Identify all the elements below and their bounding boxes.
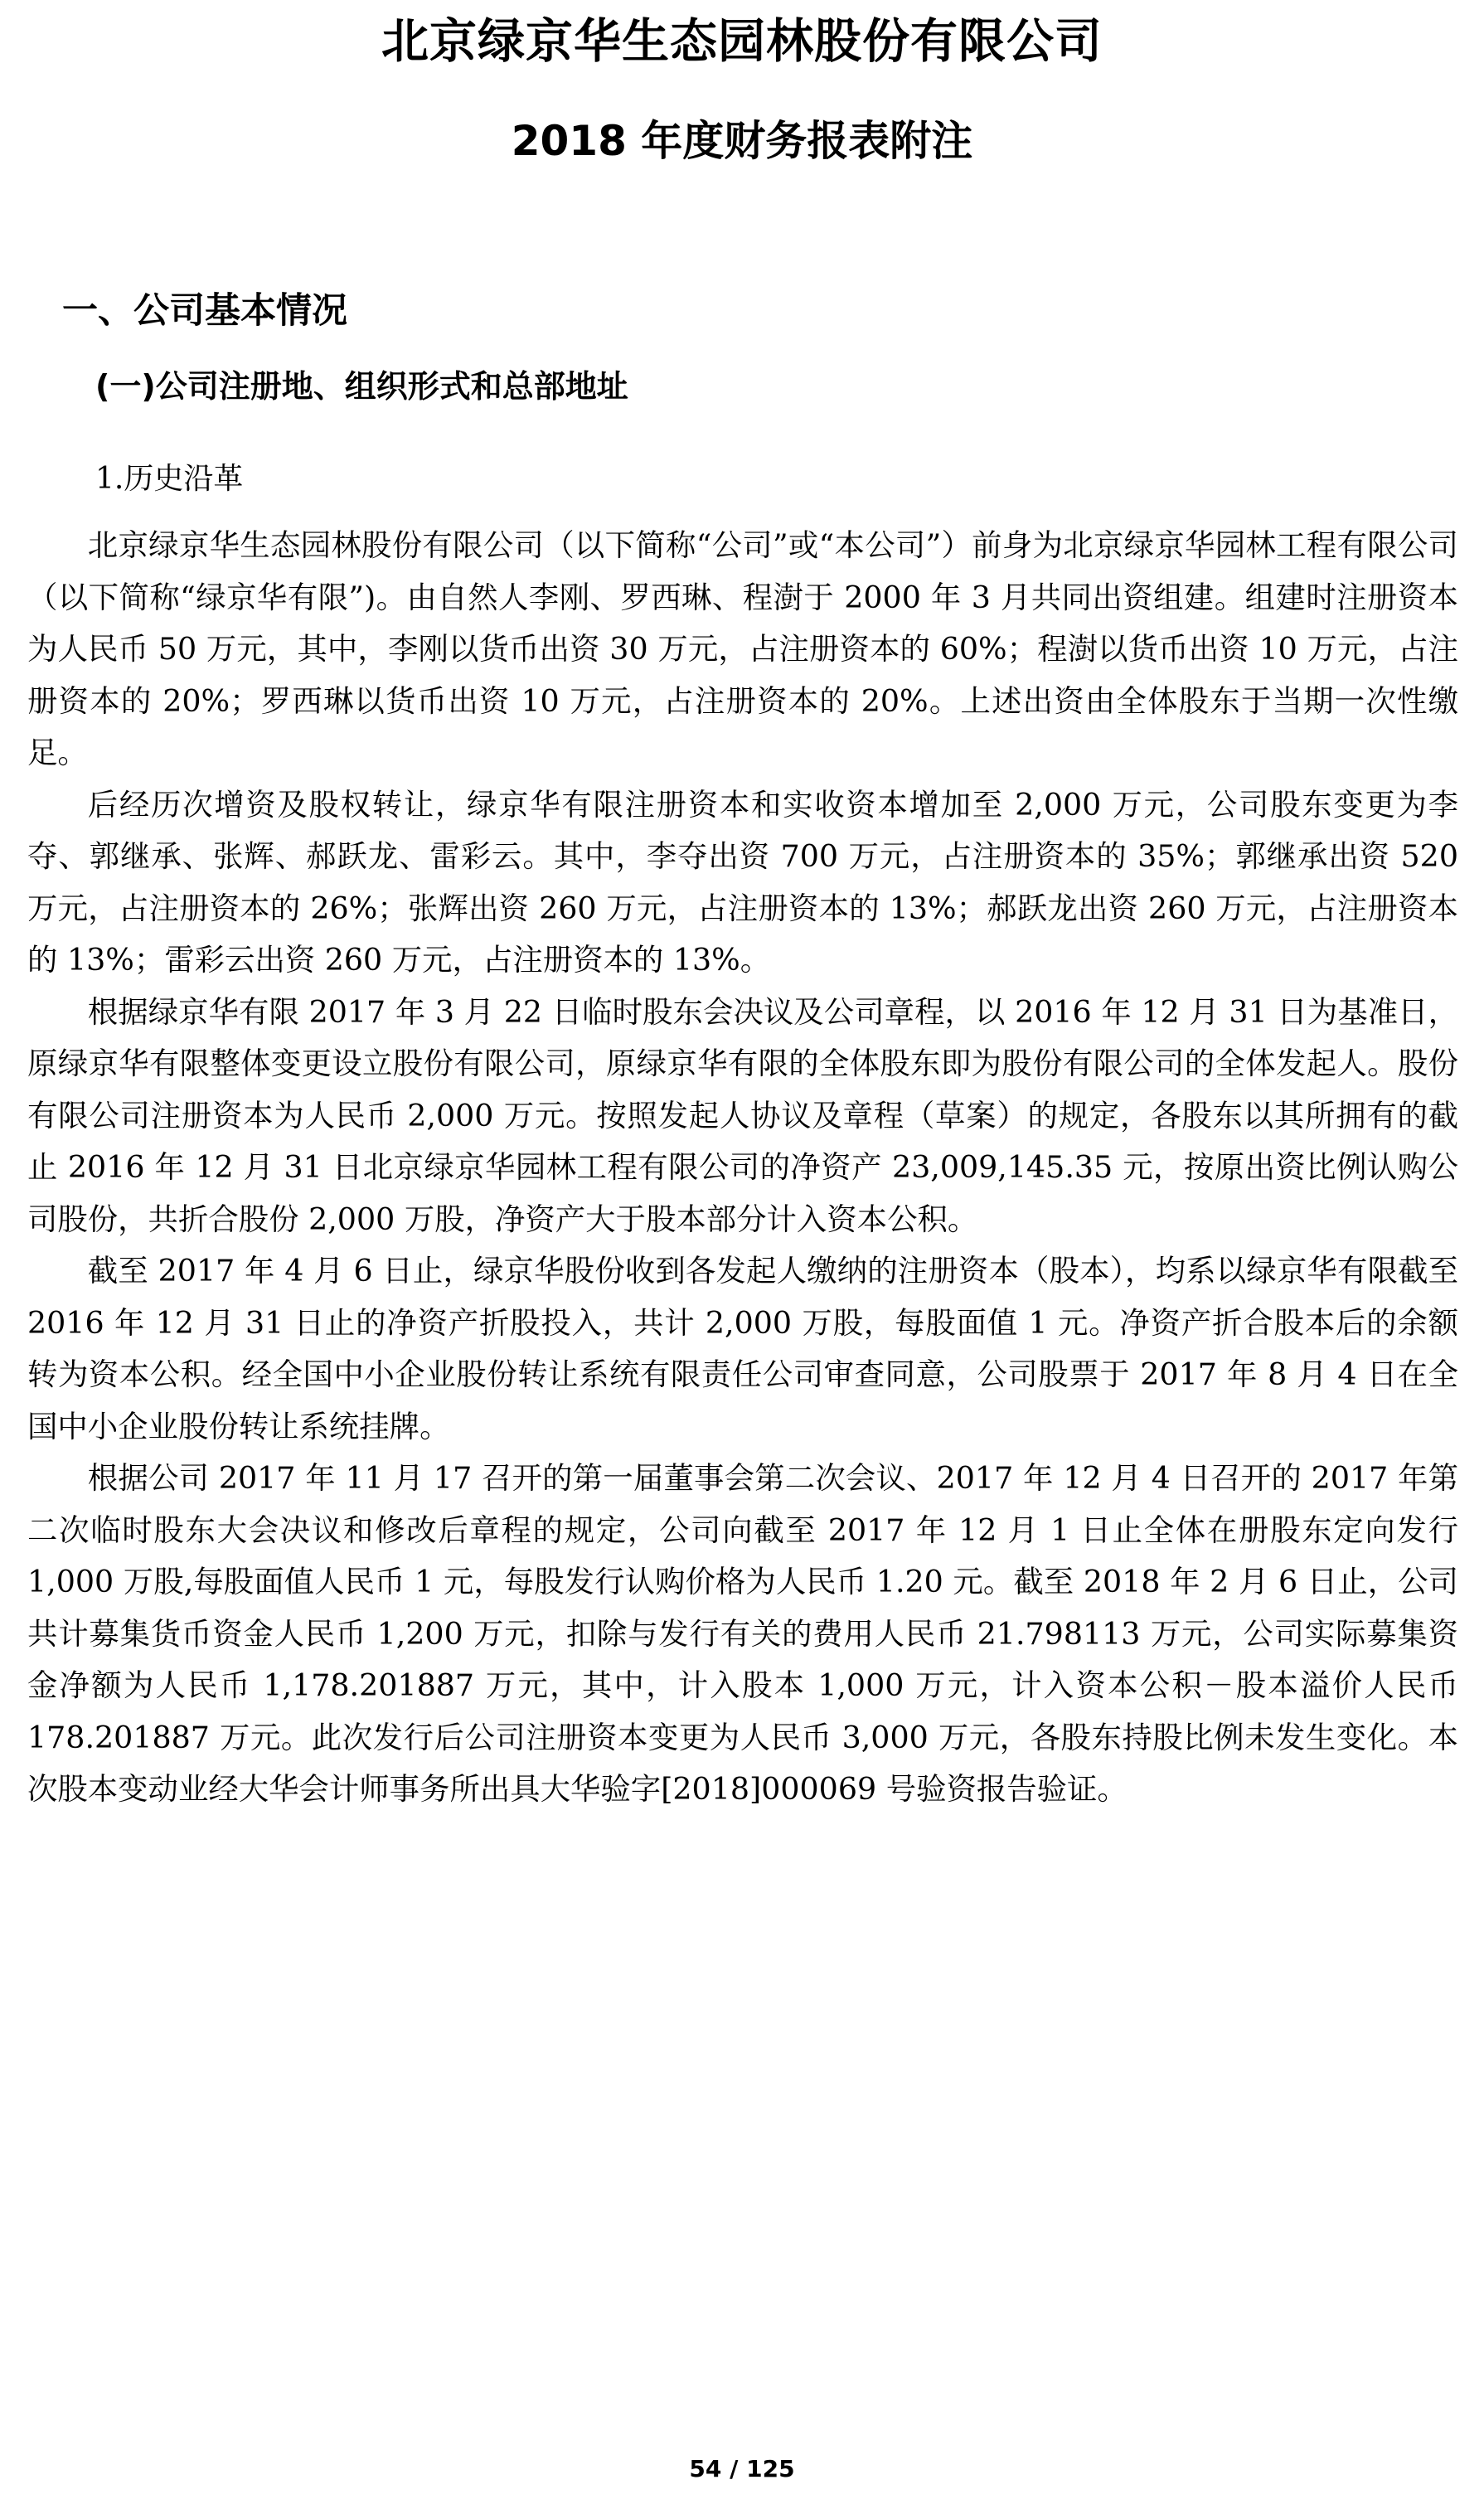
paragraph-company-history: 北京绿京华生态园林股份有限公司（以下简称“公司”或“本公司”）前身为北京绿京华园林工程有限公司（以下简称“绿京华有限”)。由自然人李刚、罗西琳、程澍于 2000 年 3 月共同出资组建。组建时注册资本为人民币 50 万元，其中，李刚以货币出资 30 万元，占注册资本的 60%；程澍以货币出资 10 万元，占注册资本的 20%；罗西琳以货币出资 10 万元，占注册资本的 20%。上述出资由全体股东于当期一次性缴足。 bbox=[27, 527, 1458, 770]
body-text bbox=[27, 520, 1458, 1816]
item-heading: 1.历史沿革 bbox=[95, 462, 244, 496]
paragraph-private-placement: 根据公司 2017 年 11 月 17 召开的第一届董事会第二次会议、2017 年 12 月 4 日召开的 2017 年第二次临时股东大会决议和修改后章程的规定，公司向截至 2017 年 12 月 1 日止全体在册股东定向发行 1,000 万股,每股面值人民币 1 元，每股发行认购价格为人民币 1.20 元。截至 2018 年 2 月 6 日止，公司共计募集货币资金人民币 1,200 万元，扣除与发行有关的费用人民币 21.798113 万元，公司实际募集资金净额为人民币 1,178.201887 万元，其中，计入股本 1,000 万元，计入资本公积－股本溢价人民币 178.201887 万元。此次发行后公司注册资本变更为人民币 3,000 万元，各股东持股比例未发生变化。本次股本变动业经大华会计师事务所出具大华验字[2018]000069 号验资报告验证。 bbox=[27, 1460, 1458, 1807]
document-subtitle: 2018 年度财务报表附注 bbox=[511, 117, 973, 165]
paragraph-share-conversion: 根据绿京华有限 2017 年 3 月 22 日临时股东会决议及公司章程，以 2016 年 12 月 31 日为基准日，原绿京华有限整体变更设立股份有限公司，原绿京华有限的全体股东即为股份有限公司的全体发起人。股份有限公司注册资本为人民币 2,000 万元。按照发起人协议及章程（草案）的规定，各股东以其所拥有的截止 2016 年 12 月 31 日北京绿京华园林工程有限公司的净资产 23,009,145.35 元，按原出资比例认购公司股份，共折合股份 2,000 万股，净资产大于股本部分计入资本公积。 bbox=[27, 993, 1458, 1237]
section-heading: 一、公司基本情况 bbox=[62, 290, 347, 332]
paragraph-capital-increase: 后经历次增资及股权转让，绿京华有限注册资本和实收资本增加至 2,000 万元，公司股东变更为李夺、郭继承、张辉、郝跃龙、雷彩云。其中，李夺出资 700 万元，占注册资本的 35%；郭继承出资 520 万元，占注册资本的 26%；张辉出资 260 万元，占注册资本的 13%；郝跃龙出资 260 万元，占注册资本的 13%；雷彩云出资 260 万元，占注册资本的 13%。 bbox=[27, 786, 1458, 978]
page-number: 54 / 125 bbox=[689, 2455, 795, 2482]
document-title: 北京绿京华生态园林股份有限公司 bbox=[381, 14, 1103, 69]
subsection-heading: (一)公司注册地、组织形式和总部地址 bbox=[95, 368, 628, 405]
paragraph-capital-contribution: 截至 2017 年 4 月 6 日止，绿京华股份收到各发起人缴纳的注册资本（股本），均系以绿京华有限截至 2016 年 12 月 31 日止的净资产折股投入，共计 2,000 万股，每股面值 1 元。净资产折合股本后的余额转为资本公积。经全国中小企业股份转让系统有限责任公司审查同意，公司股票于 2017 年 8 月 4 日在全国中小企业股份转让系统挂牌。 bbox=[27, 1253, 1458, 1444]
